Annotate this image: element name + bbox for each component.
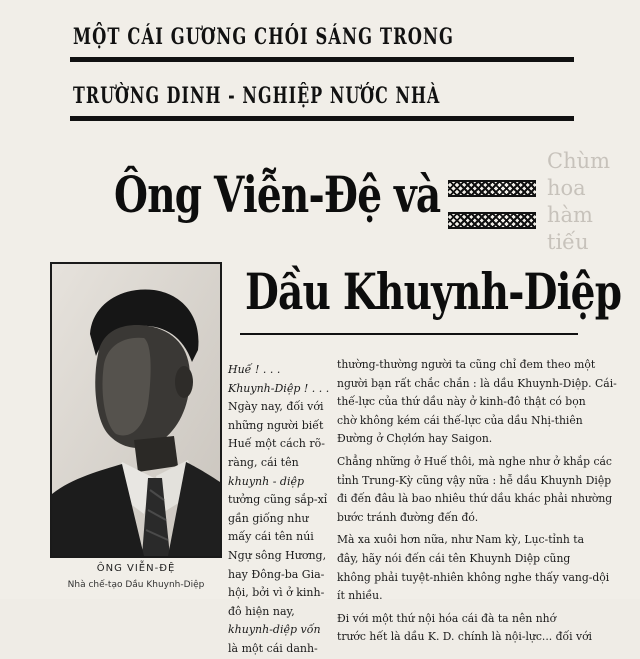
text-line: tưởng cũng sắp-xỉ (228, 493, 328, 507)
text-line: Huế một cách rõ- (228, 437, 325, 451)
text-line: Ngự sông Hương, (228, 548, 327, 562)
text-line: khuynh - diệp (228, 474, 305, 488)
headline-underline (240, 333, 578, 335)
text-line: Khuynh-Diệp ! . . . (228, 381, 330, 395)
ghost-line: hoa (547, 176, 586, 200)
text-line: tỉnh Trung-Kỳ cũng vậy nữa : hễ dầu Khuynh Diệp (337, 473, 612, 487)
ghost-line: hàm (547, 203, 593, 227)
text-line: thường-thường người ta cũng chỉ đem theo một (337, 358, 596, 371)
text-line: khuynh-diệp vốn (228, 623, 321, 637)
text-line: đi đến đâu là bao nhiêu thứ dầu khác phải nhường (337, 492, 613, 506)
text-line: Mà xa xuôi hơn nữa, như Nam kỳ, Lục-tỉnh ta (337, 533, 585, 547)
text-line: Ngày nay, đối với (228, 400, 324, 414)
article-column-2 (337, 356, 619, 647)
text-line: đây, hãy nói đến cái tên Khuynh Diệp cũng (337, 551, 571, 565)
headline-line-2: Dầu Khuynh-Diệp (245, 262, 622, 321)
headline-line-1: Ông Viễn-Đệ và (114, 165, 441, 224)
kicker-rule-2 (70, 116, 574, 121)
text-line: ràng, cái tên (228, 455, 299, 469)
text-line: mấy cái tên núi (228, 530, 314, 544)
portrait-photo (50, 262, 222, 558)
portrait-image (52, 264, 220, 556)
text-line: thế-lực của thứ dầu này ở kinh-đô thật có bọn (337, 395, 586, 409)
text-line: Chẳng những ở Huế thôi, mà nghe như ở khắp các (337, 454, 612, 468)
text-line: Đường ở Chợlớn hay Saigon. (337, 432, 493, 446)
text-line: là một cái danh- (228, 641, 318, 655)
kicker-line-2: TRƯỜNG DINH - NGHIỆP NƯỚC NHÀ (73, 83, 441, 109)
ghost-line: tiếu (547, 230, 589, 254)
bleed-through-text (547, 148, 610, 256)
text-line: hội, bởi vì ở kinh- (228, 586, 325, 600)
text-line: người bạn rất chắc chắn : là dầu Khuynh-Diệp. Cái- (337, 376, 617, 390)
photo-caption-subtitle: Nhà chế-tạo Dầu Khuynh-Diệp (67, 580, 205, 590)
ghost-line: Chùm (547, 149, 611, 173)
text-line: đô hiện nay, (228, 604, 295, 618)
ornament-rule-top (448, 180, 536, 197)
text-line: ít nhiều. (337, 589, 383, 603)
photo-caption-name: ÔNG VIỄN-ĐỆ (96, 563, 176, 574)
text-line: trước hết là dầu K. D. chính là nội-lực... đối với (337, 630, 593, 644)
ornament-rule-bottom (448, 212, 536, 229)
text-line: Huế ! . . . (228, 363, 281, 376)
kicker-rule-1 (70, 57, 574, 62)
text-line: không phải tuyệt-nhiên không nghe thấy vang-dội (337, 570, 610, 584)
text-line: hay Đông-ba Gia- (228, 567, 325, 581)
text-line: chờ không kém cái thế-lực của dầu Nhị-thiên (337, 413, 583, 427)
text-line: những người biết (228, 418, 324, 432)
article-column-1 (228, 361, 330, 659)
text-line: bước tránh đường đến đó. (337, 510, 479, 524)
text-line: gần giống như (228, 511, 309, 525)
text-line: Đi với một thứ nội hóa cái đà ta nên nhớ (337, 611, 557, 625)
kicker-line-1: MỘT CÁI GƯƠNG CHÓI SÁNG TRONG (73, 24, 455, 50)
